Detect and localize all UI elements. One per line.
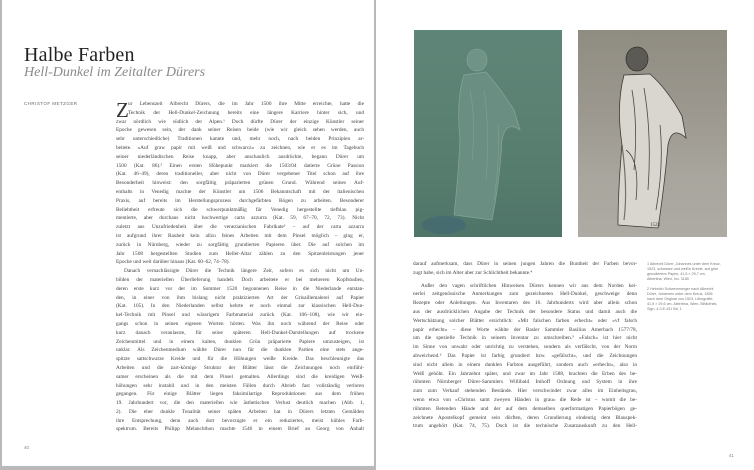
text-line: bilden der materiellen Überlieferung handelt. Doch arbeitete er bei mehreren Kopfstudien,	[116, 276, 364, 283]
caption-line: grundiertem Papier, 41,5 × 29,7 cm,	[647, 272, 706, 276]
text-line: ur Lebenszeit Albrecht Dürers, die im Jahr 1500 ihre Mitte erreichte, hatte die	[128, 101, 364, 107]
text-line: Epoche und weit darüber hinaus (Kat. 60–62, 74–78).	[116, 259, 230, 266]
text-line: zurück in Nürnberg, wieder zu sorgfältig grundierten Papieren über. Die auf solchen im	[116, 241, 364, 248]
text-line: samer erscheinen als die mit dem Pinsel gemalten. Allerdings sind die kreidigen Weiß-	[116, 373, 364, 380]
text-line: deren erste kurz vor der im Sommer 1520 begonnenen Reise in die Niederlande entstan-	[116, 285, 364, 292]
text-line: ihre Entsprechung, denn auch dort bevorzugte er ein reduziertes, meist kühles Farb-	[116, 417, 364, 424]
text-line: 2). Die eher dunkle Tonalität seiner späten Arbeiten hat in Dürers letzten Gemälden	[116, 408, 364, 415]
text-line: zeichnete Apostelkopf gemeint sein dürften, deren Grundierung eindeutig dem Blauspek-	[413, 414, 637, 421]
text-line: höhungen sehr instabil und in den meisten Fällen durch Abrieb fast vollständig verloren	[116, 382, 364, 389]
text-line: unklar. Als Zeichenmedium wählte Dürer nun für die dunklen Partien eine stets ange-	[116, 347, 364, 354]
date-inscription: 1523	[650, 223, 660, 228]
text-line: sind nicht allein in einem dunklen Farbton ausgeführt, sondern auch »erhecht«, also in	[413, 361, 637, 368]
text-line: spitzte sattschwarze Kreide und für die Höhungen weiße Kreide. Das beschleunigte das	[116, 356, 364, 363]
text-line: beitete. »Auf graw papir mit weiß und schwarcz« zu zeichnen, wie er es im Tagebuch	[116, 144, 364, 151]
right-page	[376, 0, 754, 470]
left-page	[2, 0, 374, 466]
text-line: sehr unterschiedliche) Traditionen kannte und, mehr noch, nach beiden Prinzipien ar-	[116, 136, 364, 143]
text-line: kurz danach veranlasste, für seine späteren Hell-Dunkel-Darstellungen auf trockene	[116, 329, 364, 336]
figure-2-gray-lithograph	[578, 30, 727, 237]
body-text-right	[413, 260, 637, 431]
caption-line: Sign. 4.3.E.431 Bd. 1	[647, 307, 682, 311]
apostle-figure-icon	[414, 30, 562, 237]
chapter-title: Halbe Farben	[24, 44, 135, 66]
body-text-left	[116, 100, 364, 434]
caption-figure-1	[647, 262, 737, 282]
caption-figure-2	[647, 287, 737, 312]
text-line: nerlei zeitgenössische Anmerkungen zum gezeichneten Hell-Dunkel, geschweige denn	[413, 291, 637, 298]
figure-captions	[647, 262, 737, 317]
text-line: Arbeiten und die zart-körnige Struktur der Blätter lässt die Zeichnungen noch einfühl-	[116, 364, 364, 371]
text-line: Rezepte oder Anleitungen. Aus Inventaren des 16. Jahrhunderts wird aber allein schon	[413, 300, 637, 307]
figure-1-green-grisaille	[414, 30, 562, 237]
text-line: zugt habe, sich im Alter aber zur Schlichtheit bekannte.⁴	[413, 269, 533, 276]
text-line: Wertschätzung solcher Blätter ersichtlich: »Mit falschen farben erhecht« oder »vf falsch	[413, 317, 637, 324]
text-line: im Sinne von unwahr oder unrichtig zu verstehen, sondern als verfälscht, von der Norm	[413, 344, 637, 351]
text-line: zum zum Verkauf stehenden Bestände. Hier verschwindet zwar alles im Einheitsgrau,	[413, 388, 637, 395]
text-line: gegangen. Für einige Blätter liegen faksimilartige Reproduktionen aus dem frühen	[116, 391, 364, 398]
caption-line: Dürer, Johannes unter dem Kreuz, 1826	[647, 292, 713, 296]
text-line: Jahr 1508 hergestellten Studien zum Heller-Altar zählen zu den Spitzenleistungen jener	[116, 250, 364, 257]
text-line: um die spezielle Technik in seinem Inventar zu umschreiben.⁵ »Falsch« ist hier nicht	[413, 335, 637, 342]
drop-cap: Z	[116, 98, 129, 122]
text-line: wenn etwa von »Christus samt zweyen Händen in grau« die Rede ist – womit die be-	[413, 396, 637, 403]
caption-line: nach dem Original von 1523, Lithografie,	[647, 297, 714, 301]
caption-line: Albertina, Wien, Inv. 3180	[647, 277, 689, 281]
text-line: den, in einer von ihm bislang nicht praktizierten Art der Grisaillemalerei auf Papier	[116, 294, 364, 301]
text-line: 1500 (Kat. 86).² Einen ersten Höhepunkt markiert die 1503/04 datierte Grüne Passion	[116, 162, 364, 169]
caption-line: 2 Heinrich Schwemminger nach Albrecht	[647, 287, 714, 291]
text-line: Beliebtheit erfreute sich die schwerpunktmäßig für Venedig hergestellte tiefblau pig-	[116, 206, 364, 213]
text-line: rühmten Nürnberger Dürer-Sammlers Willibald Imhoff Ordnung und System in ihre	[413, 379, 637, 386]
text-line: Epoche gewesen sein, der dank seiner Reisen beide (wie wir gleich sehen werden, auch	[116, 127, 364, 134]
page-number-left: 40	[24, 445, 30, 450]
page-number-right: 41	[728, 453, 734, 458]
caption-line: 1 Albrecht Dürer, Johannes unter dem Kreuz,	[647, 262, 721, 266]
text-line: zuletzt aus Unzufriedenheit über die venezianischen Fabrikate³ – auf der carta azzurra	[116, 224, 364, 231]
text-line: Technik der Hell-Dunkel-Zeichnung bereits eine längere Karriere hinter sich, und	[128, 109, 364, 116]
text-line: seiner niederländischen Reise knapp, aber anschaulich ausdrückte, begann Dürer um	[116, 153, 364, 160]
text-line: darauf aufmerksam, dass Dürer in seinen jungen Jahren die Buntheit der Farben bevor-	[413, 261, 637, 267]
text-line: kel-Technik mit Pinsel und wässrigem Farbmaterial zurück (Kat. 106–108), wie wir ein-	[116, 312, 364, 319]
text-line: papir erhecht« – diese Worte wählte der Basler Sammler Basilius Amerbach 1577/78,	[413, 326, 637, 333]
text-line: Weiß gehöht. Ein Jahrzehnt später, und zwar im Jahr 1588, brachten die Erben des be-	[413, 370, 637, 377]
text-line: Praxis, auf bereits im Herstellungsprozess durchgefärbten Bögen zu arbeiten. Besonderer	[116, 197, 364, 204]
text-line: Außer den vagen schriftlichen Hinweisen Dürers kennen wir aus dem Norden kei-	[421, 282, 637, 289]
text-line: zwar nördlich wie südlich der Alpen.¹ Doch dürfte Dürer der einzige Künstler seiner	[116, 118, 364, 125]
text-line: Besonderheit hinweist: den sorgfältig präparierten grünen Grund. Während seines Auf-	[116, 180, 364, 187]
author-name: CHRISTOF METZGER	[24, 101, 78, 106]
text-line: gangs schon in seinen eigenen Worten hörten. Was ihn noch während der Reise oder	[116, 320, 364, 327]
text-line: Danach vernachlässigte Dürer die Technik längere Zeit, sofern es sich nicht um Un-	[124, 268, 364, 275]
apostle-figure-icon	[578, 30, 727, 237]
text-line: (Kat. 46–49), deren traditioneller, aber nicht von Dürer vergebener Titel schon auf ihre	[116, 171, 364, 178]
caption-line: 41,5 × 29,6 cm, Albertina, Wien, Bibliothek,	[647, 302, 718, 306]
caption-line: 1523, schwarze und weiße Kreide, auf grün	[647, 267, 719, 271]
text-line: ist aufgrund ihrer Rauheit kein allzu feines Arbeiten mit dem Pinsel möglich – ging er,	[116, 232, 364, 239]
chapter-subtitle: Hell-Dunkel im Zeitalter Dürers	[24, 65, 206, 80]
text-line: spektrum. Bereits Philipp Melanchthon machte 1546 in einem Brief an Georg von Anhalt	[116, 426, 364, 433]
text-line: aus der ausdrücklichen Angabe der Technik der besondere Status und damit auch die	[413, 308, 637, 315]
text-line: rühmten Betenden Hände und der auf dem demselben querformatigen Papierbögen ge-	[413, 405, 637, 412]
text-line: (Kat. 105). In den Niederlanden selbst kehrte er noch einmal zur klassischen Hell-Dun-	[116, 303, 364, 310]
text-line: 19. Jahrhundert vor, die den materiellen wie ästhetischen Verlust deutlich machen (Abb. 1,	[116, 400, 364, 407]
text-line: abweichend.⁶ Das Papier ist farbig grundiert bzw. »gefälscht«, und die Zeichnungen	[413, 352, 637, 359]
text-line: mentierte, aber durchaus nicht hochwertige carta azzurra (Kat. 59, 67–70, 72, 73). Nicht	[116, 215, 364, 222]
text-line: trum angehört (Kat. 74, 75). Doch ist die technische Zusatzauskunft zu den Hell-	[413, 423, 637, 430]
text-line: enthalts in Venedig machte der Künstler um 1506 Bekanntschaft mit der italienischen	[116, 188, 364, 195]
text-line: Zeichenmittel und in einem kalten, dunklen Grün präparierte Papiere umzusteigen, ist	[116, 338, 364, 345]
